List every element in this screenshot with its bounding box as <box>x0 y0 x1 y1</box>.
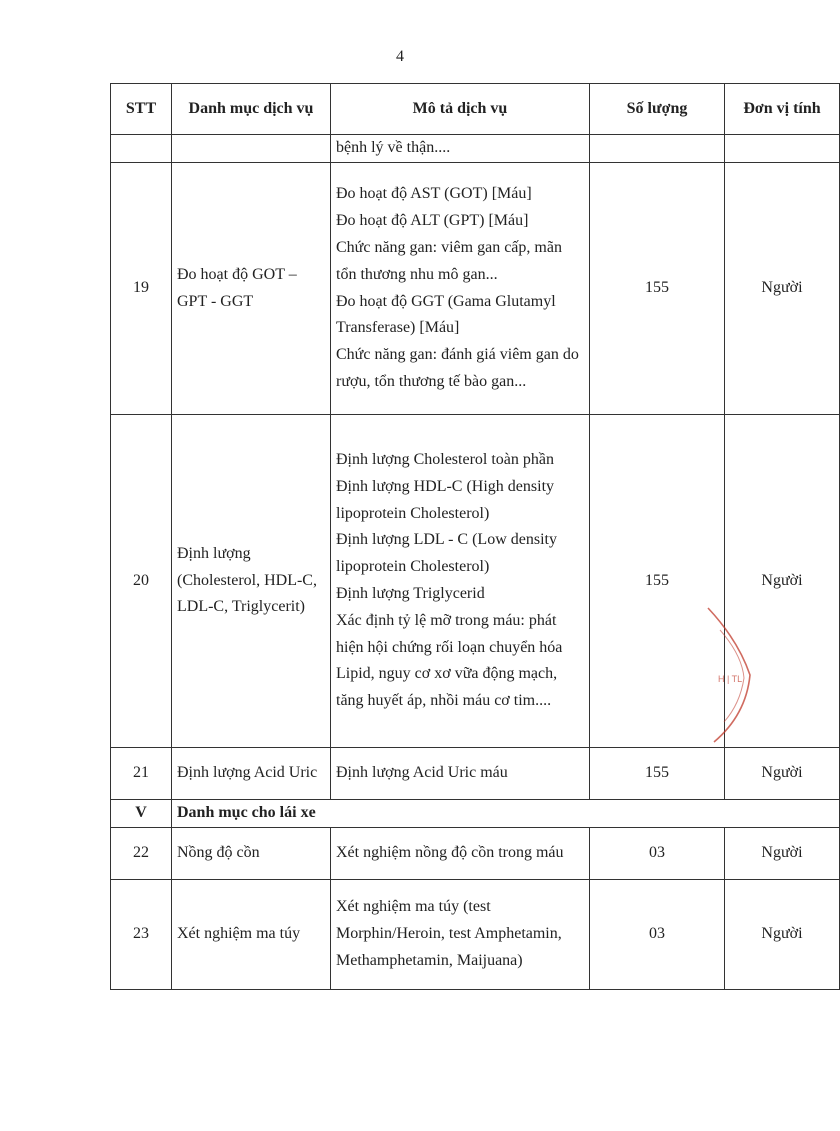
table-header <box>111 84 840 135</box>
cell-description <box>331 415 590 748</box>
cell-name: Định lượng Acid Uric <box>172 748 331 800</box>
service-table <box>110 83 840 990</box>
description-line: bệnh lý về thận.... <box>336 139 451 157</box>
header-unit: Đơn vị tính <box>725 84 840 135</box>
description-line: Đo hoạt độ ALT (GPT) [Máu] <box>336 212 529 230</box>
description-line: Chức năng gan: viêm gan cấp, mãn tổn thương nhu mô gan... <box>336 238 562 283</box>
header-description: Mô tả dịch vụ <box>331 84 590 135</box>
description-line: Đo hoạt độ GGT (Gama Glutamyl Transferase) [Máu] <box>336 292 556 337</box>
description-line: Định lượng Triglycerid <box>336 585 485 602</box>
section-row <box>111 800 840 828</box>
table-row <box>111 748 840 800</box>
description-line: Định lượng Acid Uric máu <box>336 764 508 782</box>
cell-unit: Người <box>725 415 840 748</box>
cell-name: Xét nghiệm ma túy <box>172 880 331 990</box>
table-body <box>111 135 840 990</box>
section-stt: V <box>111 800 172 828</box>
cell-quantity <box>590 135 725 163</box>
cell-unit: Người <box>725 880 840 990</box>
cell-name: Định lượng (Cholesterol, HDL-C, LDL-C, Triglycerit) <box>172 415 331 748</box>
cell-quantity: 155 <box>590 163 725 415</box>
table-row <box>111 828 840 880</box>
table-row <box>111 163 840 415</box>
cell-unit: Người <box>725 828 840 880</box>
cell-description <box>331 880 590 990</box>
cell-unit: Người <box>725 163 840 415</box>
description-line: Xét nghiệm nồng độ cồn trong máu <box>336 844 564 862</box>
cell-description <box>331 828 590 880</box>
cell-unit <box>725 135 840 163</box>
section-title: Danh mục cho lái xe <box>172 800 840 828</box>
description-line: Định lượng Cholesterol toàn phần <box>336 451 554 469</box>
cell-stt: 21 <box>111 748 172 800</box>
table-row <box>111 880 840 990</box>
seal-stamp-icon <box>698 600 758 750</box>
cell-description <box>331 135 590 163</box>
description-line: Xác định tỷ lệ mỡ trong máu: phát hiện hội chứng rối loạn chuyển hóa Lipid, nguy cơ xơ vữa động mạch, tăng huyết áp, nhồi máu cơ tim.... <box>336 611 563 710</box>
cell-quantity: 03 <box>590 880 725 990</box>
description-line: Đo hoạt độ AST (GOT) [Máu] <box>336 185 532 203</box>
page-number: 4 <box>396 48 404 65</box>
cell-stt: 23 <box>111 880 172 990</box>
cell-quantity: 155 <box>590 415 725 748</box>
svg-text:H | TL: H | TL <box>718 674 743 684</box>
cell-stt <box>111 135 172 163</box>
header-row <box>111 84 840 135</box>
cell-stt: 19 <box>111 163 172 415</box>
cell-description <box>331 163 590 415</box>
cell-name <box>172 135 331 163</box>
description-line: Định lượng LDL - C (Low density lipoprotein Cholesterol) <box>336 531 557 576</box>
description-line: Định lượng HDL-C (High density lipoprotein Cholesterol) <box>336 477 555 522</box>
cell-unit: Người <box>725 748 840 800</box>
header-quantity: Số lượng <box>590 84 725 135</box>
description-line: Chức năng gan: đánh giá viêm gan do rượu, tổn thương tế bào gan... <box>336 346 579 390</box>
header-stt: STT <box>111 84 172 135</box>
cell-stt: 20 <box>111 415 172 748</box>
cell-description <box>331 748 590 800</box>
cell-name: Nồng độ cồn <box>172 828 331 880</box>
header-name: Danh mục dịch vụ <box>172 84 331 135</box>
cell-quantity: 155 <box>590 748 725 800</box>
cell-quantity: 03 <box>590 828 725 880</box>
description-line: Xét nghiệm ma túy (test Morphin/Heroin, test Amphetamin, Methamphetamin, Maijuana) <box>336 898 562 969</box>
cell-name: Đo hoạt độ GOT – GPT - GGT <box>172 163 331 415</box>
table-row <box>111 135 840 163</box>
cell-stt: 22 <box>111 828 172 880</box>
